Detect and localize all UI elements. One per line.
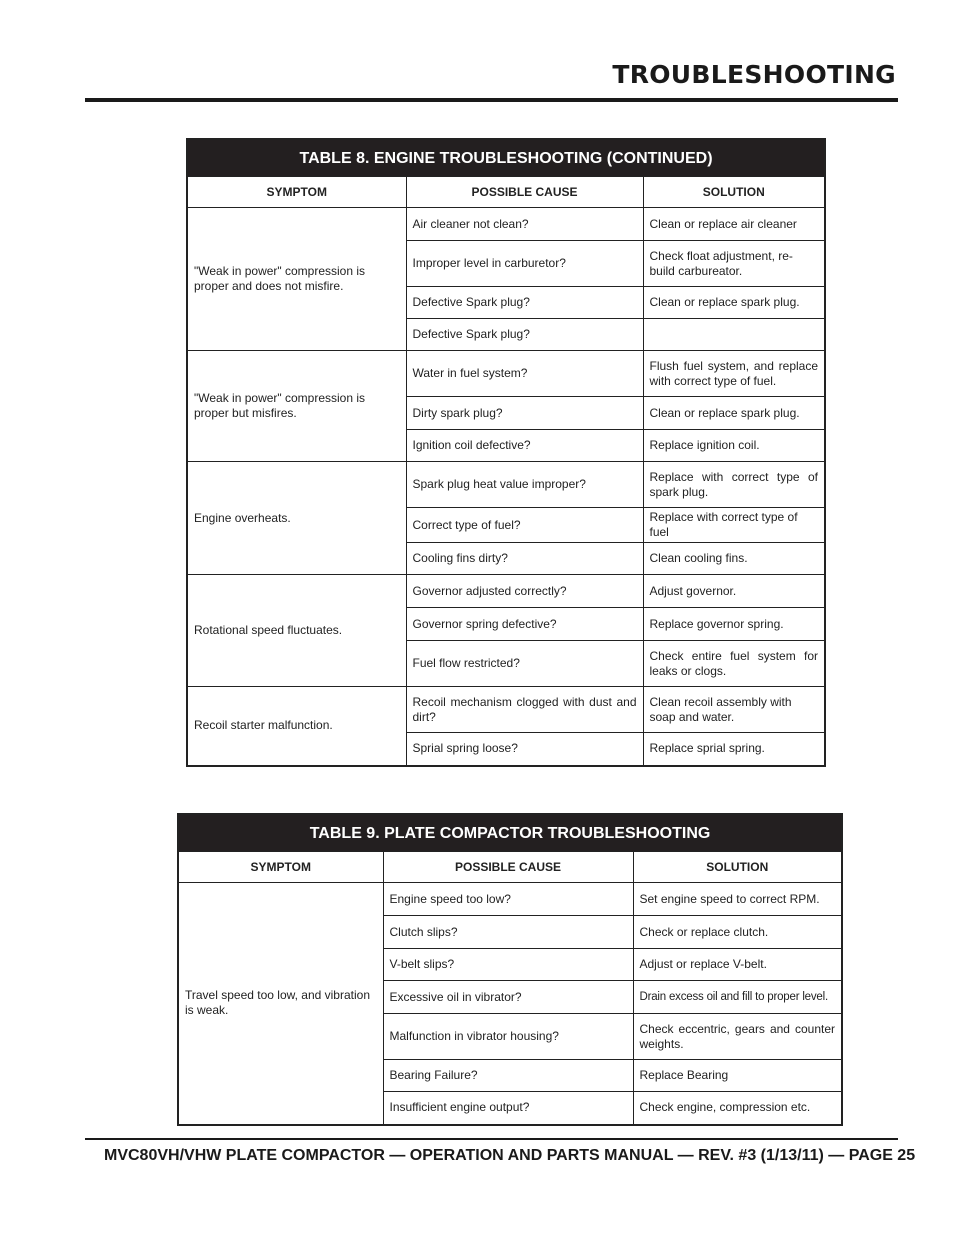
- cause-cell: Improper level in carburetor?: [406, 241, 643, 287]
- solution-cell: Clean recoil assembly with soap and water.: [643, 687, 825, 733]
- column-header-solution: SOLUTION: [643, 177, 825, 208]
- cause-cell: Clutch slips?: [383, 916, 633, 949]
- cause-cell: Insufficient engine output?: [383, 1092, 633, 1125]
- column-header-solution: SOLUTION: [633, 852, 842, 883]
- cause-cell: Dirty spark plug?: [406, 397, 643, 430]
- table-row: [187, 462, 825, 508]
- solution-cell: Replace with correct type of fuel: [643, 508, 825, 543]
- symptom-cell: Rotational speed fluctuates.: [187, 575, 406, 687]
- cause-cell: V-belt slips?: [383, 949, 633, 981]
- table-row: [187, 208, 825, 241]
- table-title: TABLE 8. ENGINE TROUBLESHOOTING (CONTINUED): [187, 139, 825, 177]
- solution-cell: Replace Bearing: [633, 1060, 842, 1092]
- solution-cell: Flush fuel system, and replace with correct type of fuel.: [643, 351, 825, 397]
- solution-cell: Clean or replace spark plug.: [643, 397, 825, 430]
- solution-cell: Drain excess oil and fill to proper level.: [633, 981, 842, 1014]
- cause-cell: Cooling fins dirty?: [406, 543, 643, 575]
- engine-troubleshooting-table: [186, 138, 826, 767]
- table-row: [178, 883, 842, 916]
- cause-cell: Defective Spark plug?: [406, 319, 643, 351]
- cause-cell: Sprial spring loose?: [406, 733, 643, 766]
- symptom-cell: "Weak in power" compression is proper and does not misfire.: [187, 208, 406, 351]
- table-row: [187, 575, 825, 608]
- header-rule: [85, 98, 898, 102]
- cause-cell: Defective Spark plug?: [406, 287, 643, 319]
- footer-rule: [85, 1138, 898, 1140]
- cause-cell: Air cleaner not clean?: [406, 208, 643, 241]
- symptom-cell: Travel speed too low, and vibration is weak.: [178, 883, 383, 1125]
- symptom-cell: Recoil starter malfunction.: [187, 687, 406, 766]
- column-header-symptom: SYMPTOM: [187, 177, 406, 208]
- cause-cell: Engine speed too low?: [383, 883, 633, 916]
- solution-cell: Check engine, compression etc.: [633, 1092, 842, 1125]
- cause-cell: Fuel flow restricted?: [406, 641, 643, 687]
- solution-cell: Replace sprial spring.: [643, 733, 825, 766]
- column-header-cause: POSSIBLE CAUSE: [383, 852, 633, 883]
- solution-cell: Check float adjustment, re-build carbureator.: [643, 241, 825, 287]
- cause-cell: Governor spring defective?: [406, 608, 643, 641]
- solution-cell: Adjust governor.: [643, 575, 825, 608]
- column-header-symptom: SYMPTOM: [178, 852, 383, 883]
- solution-cell: Check entire fuel system for leaks or clogs.: [643, 641, 825, 687]
- solution-cell: Check or replace clutch.: [633, 916, 842, 949]
- solution-cell: Replace ignition coil.: [643, 430, 825, 462]
- solution-cell: Clean or replace air cleaner: [643, 208, 825, 241]
- solution-cell: Adjust or replace V-belt.: [633, 949, 842, 981]
- cause-cell: Spark plug heat value improper?: [406, 462, 643, 508]
- cause-cell: Recoil mechanism clogged with dust and dirt?: [406, 687, 643, 733]
- cause-cell: Governor adjusted correctly?: [406, 575, 643, 608]
- table-row: [187, 687, 825, 733]
- cause-cell: Malfunction in vibrator housing?: [383, 1014, 633, 1060]
- solution-cell: [643, 319, 825, 351]
- table-title: TABLE 9. PLATE COMPACTOR TROUBLESHOOTING: [178, 814, 842, 852]
- table-row: [187, 351, 825, 397]
- cause-cell: Correct type of fuel?: [406, 508, 643, 543]
- symptom-cell: Engine overheats.: [187, 462, 406, 575]
- plate-compactor-troubleshooting-table: [177, 813, 843, 1126]
- cause-cell: Water in fuel system?: [406, 351, 643, 397]
- solution-cell: Clean or replace spark plug.: [643, 287, 825, 319]
- symptom-cell: "Weak in power" compression is proper but misfires.: [187, 351, 406, 462]
- page-title: TROUBLESHOOTING: [612, 60, 896, 89]
- cause-cell: Ignition coil defective?: [406, 430, 643, 462]
- cause-cell: Excessive oil in vibrator?: [383, 981, 633, 1014]
- cause-cell: Bearing Failure?: [383, 1060, 633, 1092]
- page-footer: MVC80VH/VHW PLATE COMPACTOR — OPERATION AND PARTS MANUAL — REV. #3 (1/13/11) — PAGE 25: [104, 1147, 916, 1164]
- solution-cell: Set engine speed to correct RPM.: [633, 883, 842, 916]
- solution-cell: Check eccentric, gears and counter weights.: [633, 1014, 842, 1060]
- column-header-cause: POSSIBLE CAUSE: [406, 177, 643, 208]
- solution-cell: Replace with correct type of spark plug.: [643, 462, 825, 508]
- solution-cell: Replace governor spring.: [643, 608, 825, 641]
- solution-cell: Clean cooling fins.: [643, 543, 825, 575]
